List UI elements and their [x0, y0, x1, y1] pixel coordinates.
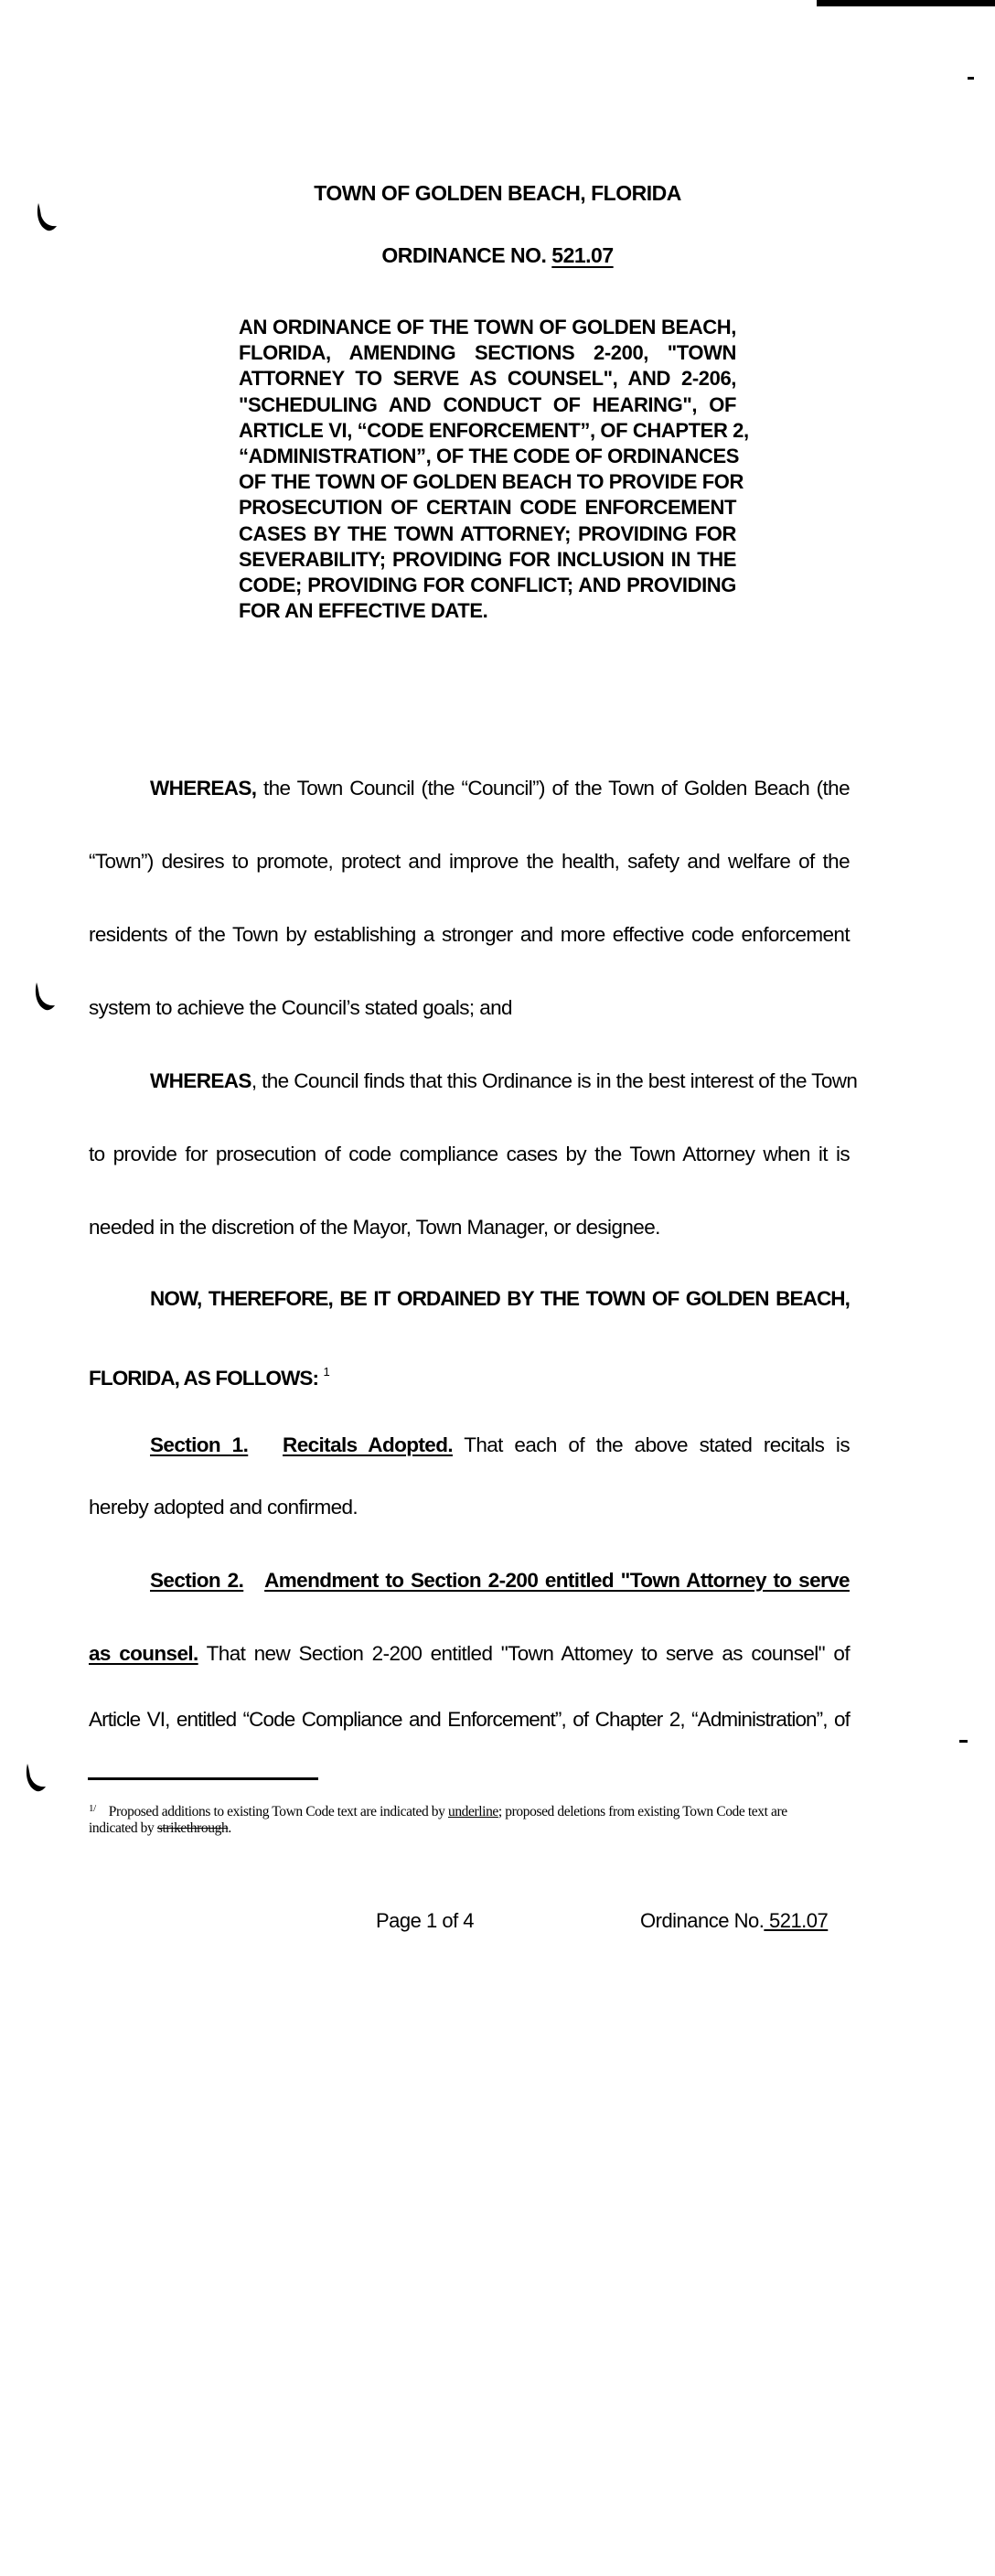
title-line: “ADMINISTRATION”, OF THE CODE OF ORDINANCES [239, 444, 740, 467]
title-line: ATTORNEY TO SERVE AS COUNSEL", AND 2-206, [239, 367, 736, 391]
document-header-town: TOWN OF GOLDEN BEACH, FLORIDA [314, 181, 681, 205]
scan-speck [959, 1740, 968, 1743]
footnote-text: ; proposed deletions from existing Town Code text are indicated by [89, 1804, 787, 1836]
whereas-lead: WHEREAS, [150, 777, 257, 800]
whereas-2-text: , the Council finds that this Ordinance is in the best interest of the Town [251, 1069, 858, 1092]
title-line: FLORIDA, AMENDING SECTIONS 2-200, "TOWN [239, 341, 736, 365]
footnote-marker: 1/ [89, 1803, 96, 1814]
punch-hole-mark [33, 203, 59, 234]
whereas-1-line: residents of the Town by establishing a stronger and more effective code enforcement [89, 923, 850, 946]
whereas-2-line: needed in the discretion of the Mayor, Town Manager, or designee. [89, 1216, 660, 1239]
section-2-heading: Amendment to Section 2-200 entitled "Town Attorney to serve [264, 1569, 850, 1592]
ordinance-number: 521.07 [551, 243, 614, 267]
section-2-heading-cont: as counsel. [89, 1642, 198, 1665]
footnote-underline-example: underline [447, 1804, 498, 1819]
title-line: CASES BY THE TOWN ATTORNEY; PROVIDING FOR [239, 521, 736, 545]
whereas-2-line: to provide for prosecution of code compliance cases by the Town Attorney when it is [89, 1143, 850, 1165]
footer-ordinance [640, 1908, 828, 1934]
title-line: "SCHEDULING AND CONDUCT OF HEARING", OF [239, 392, 736, 416]
punch-hole-mark [31, 982, 57, 1014]
section-2-line [150, 1568, 850, 1594]
ordinance-title [239, 315, 749, 624]
footnote [89, 1800, 820, 1837]
section-1-number: Section 1. [150, 1433, 249, 1456]
ordained-text: FLORIDA, AS FOLLOWS: [89, 1367, 319, 1390]
punch-hole-mark [22, 1764, 48, 1795]
footer-ordinance-number: 521.07 [764, 1909, 829, 1932]
section-2-number: Section 2. [150, 1569, 244, 1592]
section-2-line [89, 1641, 850, 1667]
title-line: PROSECUTION OF CERTAIN CODE ENFORCEMENT [239, 496, 736, 520]
whereas-2-line [150, 1068, 858, 1094]
whereas-1-text: the Town Council (the “Council”) of the Town of Golden Beach (the [256, 777, 850, 800]
scan-speck [968, 77, 974, 80]
section-2-text: That new Section 2-200 entitled "Town Attomey to serve as counsel" of [198, 1642, 850, 1665]
scan-edge-bar [817, 0, 995, 6]
footnote-divider [88, 1777, 318, 1780]
whereas-1-line: system to achieve the Council’s stated goals; and [89, 996, 512, 1019]
section-2-line: Article VI, entitled “Code Compliance and Enforcement”, of Chapter 2, “Administration”, of [89, 1708, 850, 1731]
footnote-text: Proposed additions to existing Town Code text are indicated by [108, 1804, 448, 1819]
footnote-reference: 1 [323, 1365, 329, 1379]
ordinance-number-heading [0, 243, 995, 268]
whereas-1-line [150, 776, 850, 801]
title-line: SEVERABILITY; PROVIDING FOR INCLUSION IN THE [239, 547, 736, 571]
title-line: FOR AN EFFECTIVE DATE. [239, 599, 488, 623]
footer-ordinance-label: Ordinance No. [640, 1909, 765, 1932]
footnote-strikethrough-example: strikethrough [156, 1820, 229, 1836]
whereas-1-line: “Town”) desires to promote, protect and improve the health, safety and welfare of the [89, 850, 850, 873]
footnote-text: . [228, 1820, 231, 1836]
title-line: AN ORDINANCE OF THE TOWN OF GOLDEN BEACH, [239, 316, 736, 338]
section-1-line: hereby adopted and confirmed. [89, 1496, 358, 1519]
section-1-heading: Recitals Adopted. [283, 1433, 453, 1456]
section-1-text: That each of the above stated recitals is [453, 1433, 850, 1456]
whereas-lead: WHEREAS [150, 1069, 251, 1092]
section-1-line [150, 1433, 850, 1458]
title-line: CODE; PROVIDING FOR CONFLICT; AND PROVIDING [239, 573, 736, 596]
title-line: ARTICLE VI, “CODE ENFORCEMENT”, OF CHAPTER 2, [239, 418, 749, 442]
page-number: Page 1 of 4 [376, 1909, 475, 1932]
title-line: OF THE TOWN OF GOLDEN BEACH TO PROVIDE FOR [239, 470, 744, 494]
ordinance-label: ORDINANCE NO. [381, 243, 547, 267]
ordained-clause-line [89, 1359, 850, 1391]
ordained-clause-line: NOW, THEREFORE, BE IT ORDAINED BY THE TOWN OF GOLDEN BEACH, [150, 1287, 850, 1310]
